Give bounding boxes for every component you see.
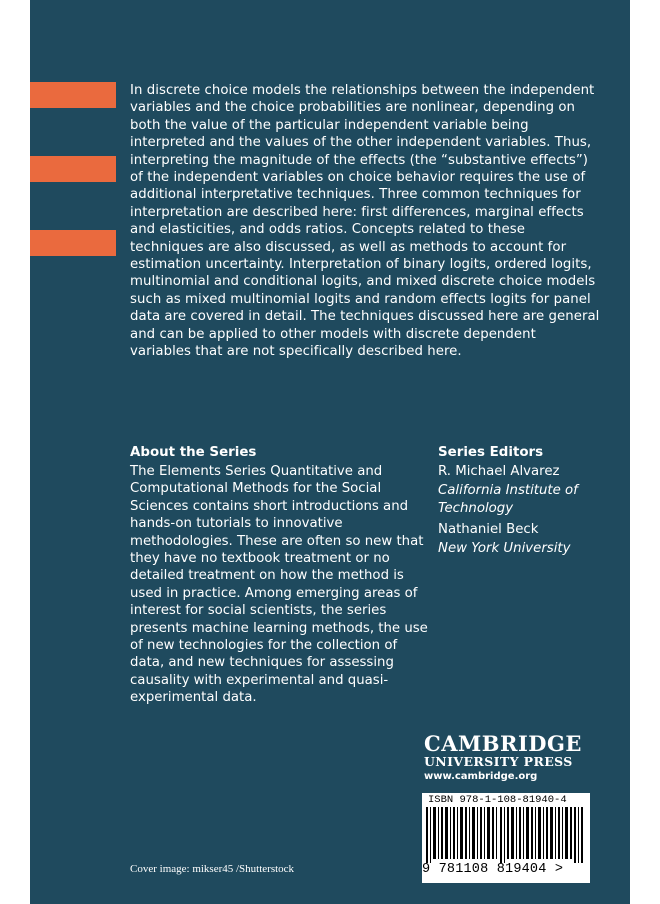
orange-stripe-3 (30, 230, 116, 256)
publisher-subtitle: UNIVERSITY PRESS (424, 754, 573, 769)
about-series-heading: About the Series (130, 445, 257, 460)
editor-2 (438, 521, 608, 558)
barcode-icon (426, 807, 586, 863)
isbn-barcode-box (422, 793, 590, 883)
book-description: In discrete choice models the relationships between the independent variables and the choice probabilities are nonlinear, depending on both the value of the particular independent variable being interpreted and the values of the other independent variables. Thus, interpreting the magnitude of the effects (the “substantive effects”) of the independent variables on choice behavior requires the use of additional interpretative techniques. Three common techniques for interpretation are described here: first differences, marginal effects and elasticities, and odds ratios. Concepts related to these techniques are also discussed, as well as methods to account for estimation uncertainty. Interpretation of binary logits, ordered logits, multinomial and conditional logits, and mixed discrete choice models such as mixed multinomial logits and random effects logits for panel data are covered in detail. The techniques discussed here are general and can be applied to other models with discrete dependent variables that are not specifically described here. (130, 83, 600, 360)
publisher-name: CAMBRIDGE (424, 731, 582, 756)
isbn-label: ISBN 978-1-108-81940-4 (428, 794, 567, 806)
series-editors-heading: Series Editors (438, 445, 544, 460)
publisher-logo (424, 733, 584, 782)
orange-stripe-2 (30, 156, 116, 182)
editor-institution: New York University (438, 540, 571, 556)
orange-stripe-1 (30, 82, 116, 108)
editor-name: Nathaniel Beck (438, 522, 539, 537)
editor-institution: California Institute of Technology (438, 482, 578, 516)
editor-1 (438, 463, 608, 519)
cover-image-credit: Cover image: mikser45 /Shutterstock (130, 863, 295, 875)
publisher-url: www.cambridge.org (424, 771, 538, 782)
about-series-text: The Elements Series Quantitative and Computational Methods for the Social Sciences contains short introductions and hands-on tutorials to innovative methodologies. These are often so new that they have no textbook treatment or no detailed treatment on how the method is used in practice. Among emerging areas of interest for social scientists, the series presents machine learning methods, the use of new technologies for the collection of data, and new techniques for assessing causality with experimental and quasi-experimental data. (130, 464, 428, 706)
editor-name: R. Michael Alvarez (438, 464, 560, 479)
isbn-digits: 9 781108 819404 > (422, 862, 564, 877)
